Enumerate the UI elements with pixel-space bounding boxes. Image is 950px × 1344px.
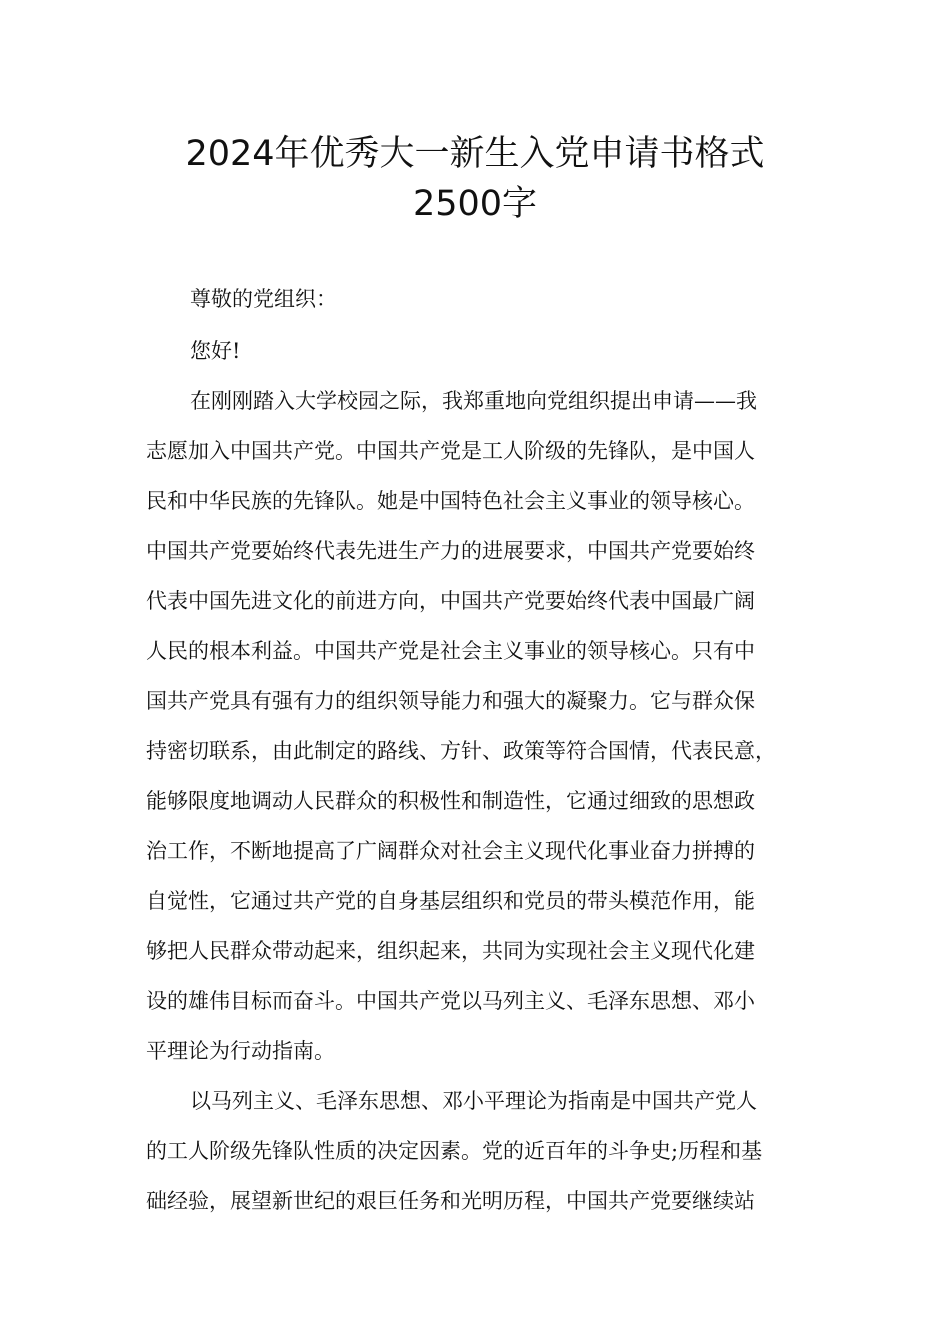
paragraph-line: 国共产党具有强有力的组织领导能力和强大的凝聚力。它与群众保: [146, 689, 755, 713]
paragraph-line: 设的雄伟目标而奋斗。中国共产党以马列主义、毛泽东思想、邓小: [146, 989, 755, 1013]
document-title-line-1: 2024年优秀大一新生入党申请书格式: [185, 134, 765, 174]
paragraph-1: [146, 376, 826, 1076]
paragraph-line: 代表中国先进文化的前进方向，中国共产党要始终代表中国最广阔: [146, 589, 755, 613]
paragraph-line: 够把人民群众带动起来，组织起来，共同为实现社会主义现代化建: [146, 939, 755, 963]
paragraph-line: 持密切联系，由此制定的路线、方针、政策等符合国情，代表民意，: [146, 739, 776, 763]
paragraph-line: 的工人阶级先锋队性质的决定因素。党的近百年的斗争史;历程和基: [146, 1139, 763, 1163]
paragraph-line: 中国共产党要始终代表先进生产力的进展要求，中国共产党要始终: [146, 539, 755, 563]
paragraph-line: 平理论为行动指南。: [146, 1039, 335, 1063]
paragraph-line: 民和中华民族的先锋队。她是中国特色社会主义事业的领导核心。: [146, 489, 755, 513]
paragraph-line: 治工作，不断地提高了广阔群众对社会主义现代化事业奋力拼搏的: [146, 839, 755, 863]
paragraph-line: 在刚刚踏入大学校园之际，我郑重地向党组织提出申请——我: [190, 389, 757, 413]
paragraph-line: 础经验，展望新世纪的艰巨任务和光明历程，中国共产党要继续站: [146, 1189, 755, 1213]
document-title-line-2: 2500字: [412, 184, 538, 224]
paragraph-line: 能够限度地调动人民群众的积极性和制造性，它通过细致的思想政: [146, 789, 755, 813]
paragraph-2: [146, 1076, 826, 1226]
paragraph-line: 自觉性，它通过共产党的自身基层组织和党员的带头模范作用，能: [146, 889, 755, 913]
salutation: 尊敬的党组织：: [190, 287, 337, 311]
paragraph-line: 人民的根本利益。中国共产党是社会主义事业的领导核心。只有中: [146, 639, 755, 663]
paragraph-line: 以马列主义、毛泽东思想、邓小平理论为指南是中国共产党人: [190, 1089, 757, 1113]
paragraph-line: 志愿加入中国共产党。中国共产党是工人阶级的先锋队，是中国人: [146, 439, 755, 463]
greeting: 您好!: [190, 339, 241, 363]
